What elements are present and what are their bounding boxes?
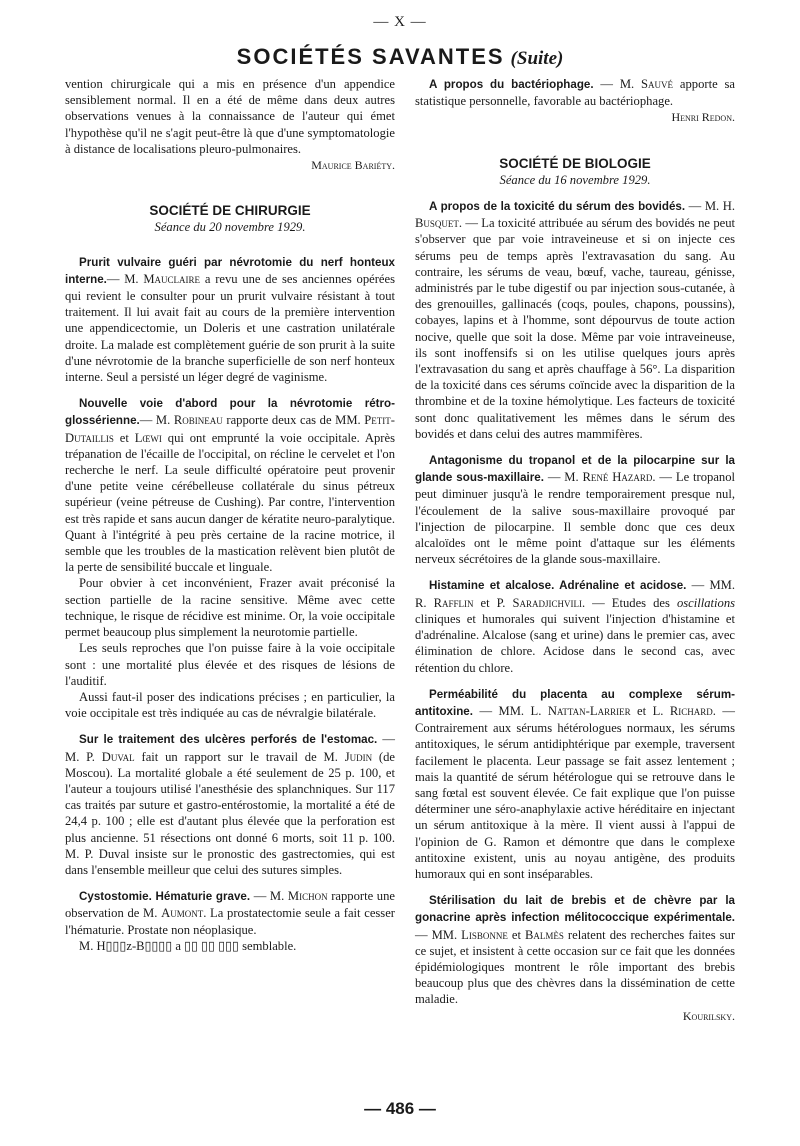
author-name: Nattan-Larrier xyxy=(547,703,631,718)
page-roman-numeral: — X — xyxy=(373,14,427,30)
article-tropanol: Antagonisme du tropanol et de la pilocarpine sur la glande sous-maxillaire. — M. René Hazard. — Le tropanol peut diminuer jusqu'à le rendre temporairement presque nul, l'écoulement de la salive sous-maxillaire provoqué par l'injection de pilocarpine. Il semble donc que ces deux alcaloïdes ont le même point d'attaque sur les éléments nerveux sécrétoires de la glande sous-maxillaire. xyxy=(415,454,735,567)
intro-signature: Maurice Bariéty. xyxy=(311,158,395,173)
author-name: Mauclaire xyxy=(143,271,201,286)
header-suite: (Suite) xyxy=(510,48,564,69)
author-name: Judin xyxy=(344,749,373,764)
left-column xyxy=(65,76,395,954)
article-title: A propos de la toxicité du sérum des bovidés. xyxy=(429,200,686,214)
author-name: Lœwi xyxy=(134,430,162,445)
author-name: Saradjichvili xyxy=(512,595,582,610)
section-title-biologie: SOCIÉTÉ DE BIOLOGIE xyxy=(499,155,651,171)
author-name: Aumont xyxy=(161,906,204,921)
italic-term: oscillations xyxy=(676,595,736,610)
article-placenta: Perméabilité du placenta au complexe sérum-antitoxine. — MM. L. Nattan-Larrier et L. Richard. — Contrairement aux sérums hétérologues normaux, les sérums antitoxiques, le sérum antidiphtérique par exemple, traversent facilement le placenta. Leur passage se fait assez lentement ; mais la quantité de sérum hétérologue qui se retrouve dans le sang fœtal est souvent élevée. Ce fait explique que l'on puisse déterminer une séro-anaphylaxie active héréditaire en injectant un sérum antitoxique à la mère. Il vient aussi à l'appui de l'opinion de G. Ramon et démontre que dans le complexe antitoxine existent, unis au noyau antigène, des produits humoraux qui en sont inséparables. xyxy=(415,687,735,881)
article-title: Nouvelle voie d'abord pour la névrotomie rétro-glossérienne. xyxy=(65,397,395,428)
author-name: Balmès xyxy=(525,927,564,942)
author-name: Michon xyxy=(287,889,328,904)
paragraph: Les seuls reproches que l'on puisse faire à la voie occipitale sont : une mortalité plus élevée et des risques de lésions de l'auditif. xyxy=(65,641,395,688)
article-prurit: Prurit vulvaire guéri par névrotomie du nerf honteux interne.— M. Mauclaire a revu une de ses anciennes opérées qui revient le consulter pour un prurit vulvaire résistant à tout traitement. Il lui avait fait au cours de la première intervention une appendicectomie, un Doleris et une castration unilatérale droite. La malade est complètement guérie de son prurit à la suite d'une névrotomie de la branche superficielle de son nerf honteux interne. Seul a persisté un léger degré de vaginisme. xyxy=(65,255,395,385)
section-date-chirurgie: Séance du 20 novembre 1929. xyxy=(154,220,306,235)
article-title: Histamine et alcalose. Adrénaline et acidose. xyxy=(429,579,687,593)
signature: Kourilsky. xyxy=(682,1008,735,1023)
author-name: Richard xyxy=(669,703,713,718)
author-name: René Hazard xyxy=(582,470,653,485)
article-title: Stérilisation du lait de brebis et de chèvre par la gonacrine après infection mélitococcique expérimentale. xyxy=(415,894,735,925)
header-title: SOCIÉTÉS SAVANTES xyxy=(236,44,505,69)
author-name: Duval xyxy=(101,749,135,764)
author-name: Robineau xyxy=(173,413,223,428)
article-nevrotomie: Nouvelle voie d'abord pour la névrotomie rétro-glossérienne.— M. Robineau rapporte deux cas de MM. Petit-Dutaillis et Lœwi qui ont emprunté la voie occipitale. Après trépanation de l'écaille de l'occipital, on récline le cervelet et l'on recherche le nerf. La seule difficulté opératoire peut provenir d'une petite veine cérébelleuse collatérale du sinus pétreux supérieur (veine pétreuse de Cushing). Par contre, l'intervention est très rapide et sans aucun danger de kératite neuro-paralytique. Quant à l'intégrité à peu près certaine de la racine motrice, il semble que les troubles de la mastication relèvent bien plutôt de la perte de sensibilité buccale et linguale. xyxy=(65,397,395,575)
article-sterilisation: Stérilisation du lait de brebis et de chèvre par la gonacrine après infection mélitococcique expérimentale. — MM. Lisbonne et Balmès relatent des recherches faites sur ce sujet, et insistent à cette occasion sur ce fait que les données épidémiologiques montrent le rôle important des brebis beaucoup plus que des chèvres dans la dissémination de cette maladie. xyxy=(415,894,736,1007)
page-number: — 486 — xyxy=(364,1099,436,1118)
intro-paragraph: vention chirurgicale qui a mis en présence d'un appendice sensiblement normal. Il en a été de même dans deux autres observations venues à la connaissance de l'auteur qui émet l'hypothèse qu'il ne s'agit peut-être là que d'une symptomatologie à distance de localisations pleuro-pulmonaires. xyxy=(65,77,395,156)
article-histamine: Histamine et alcalose. Adrénaline et acidose. — MM. R. Rafflin et P. Saradjichvili. — Etudes des oscillations cliniques et humorales qui suivent l'injection d'histamine et d'adrénaline. Alcalose (sang et urine) dans le premier cas, avec élimination de chlore. Acidose dans le second cas, avec rétention du chlore. xyxy=(415,578,736,675)
article-title: Sur le traitement des ulcères perforés de l'estomac. xyxy=(79,733,378,747)
paragraph: Aussi faut-il poser des indications précises ; en particulier, la voie occipitale est très indiquée au cas de névralgie bilatérale. xyxy=(65,689,395,721)
paragraph: M. H▯▯▯z-B▯▯▯▯ a ▯▯ ▯▯ ▯▯▯ semblable. xyxy=(79,938,297,953)
article-bacteriophage: A propos du bactériophage. — M. Sauvé apporte sa statistique personnelle, favorable au bactériophage. xyxy=(415,77,735,109)
article-title: Antagonisme du tropanol et de la pilocarpine sur la glande sous-maxillaire. xyxy=(415,454,735,485)
page-header xyxy=(0,44,800,70)
article-ulceres: Sur le traitement des ulcères perforés de l'estomac. — M. P. Duval fait un rapport sur le travail de M. Judin (de Moscou). La mortalité globale a été seulement de 25 p. 100, et l'auteur a toujours utilisé l'anesthésie des splanchniques. Sur 117 cas traités par suture et gastro-entérostomie, la mortalité a été de 24,4 p. 100 ; elle est d'autant plus élevée que la perforation est plus ancienne. 51 résections ont donné 6 morts, soit 11 p. 100. M. P. Duval insiste sur le pronostic des gastrectomies, qui est dans l'ensemble meilleur que celui des sutures simples. xyxy=(65,732,395,877)
section-date-biologie: Séance du 16 novembre 1929. xyxy=(499,172,651,187)
article-title: Cystostomie. Hématurie grave. xyxy=(79,890,251,904)
author-name: Rafflin xyxy=(433,595,474,610)
article-title: A propos du bactériophage. xyxy=(429,78,594,91)
article-title: Prurit vulvaire guéri par névrotomie du nerf honteux interne. xyxy=(65,255,395,286)
paragraph: Pour obvier à cet inconvénient, Frazer avait préconisé la section partielle de la racine sensitive. Même avec cette technique, le risque de récidive est minime. Or, la voie occipitale permet beaucoup plus simplement la neurotomie partielle. xyxy=(65,576,395,640)
author-name: Petit-Dutaillis xyxy=(65,413,395,445)
signature: Henri Redon. xyxy=(671,110,735,125)
author-name: Sauvé xyxy=(641,77,674,91)
article-cystostomie: Cystostomie. Hématurie grave. — M. Michon rapporte une observation de M. Aumont. La prostatectomie seule a fait cesser l'hématurie. Prostate non néoplasique. xyxy=(65,889,395,937)
article-toxicite: A propos de la toxicité du sérum des bovidés. — M. H. Busquet. — La toxicité attribuée au sérum des bovidés ne peut s'observer que par voie intraveineuse et si on injecte ces sérums peu de temps après l'extravasation du sang. Au contraire, les sérums de veau, bœuf, vache, taureau, génisse, administrés par le tube digestif ou par injection sous-cutanée, à des grenouilles, gallinacés (coqs, poules, chapons, poussins), cobayes, lapins et à l'homme, sont dépourvus de toute action nocive, quelle que soit la dose. Même par voie intraveineuse, ils sont inoffensifs si on les utilise quelques jours après l'extravasation du sang et après chauffage à 56°. La disparition de la toxicité dans ces sérums coïncide avec la disparition de la thrombine et de la toxine hémolytique. Les facteurs de toxicité sont donc qualitativement les mêmes dans le sérum des bovidés et dans celui des autres mammifères. xyxy=(415,199,735,441)
article-title: Perméabilité du placenta au complexe sérum-antitoxine. xyxy=(415,687,735,718)
right-column xyxy=(415,76,735,1024)
section-title-chirurgie: SOCIÉTÉ DE CHIRURGIE xyxy=(149,203,311,219)
author-name: Busquet xyxy=(415,216,459,231)
author-name: Lisbonne xyxy=(461,927,508,942)
